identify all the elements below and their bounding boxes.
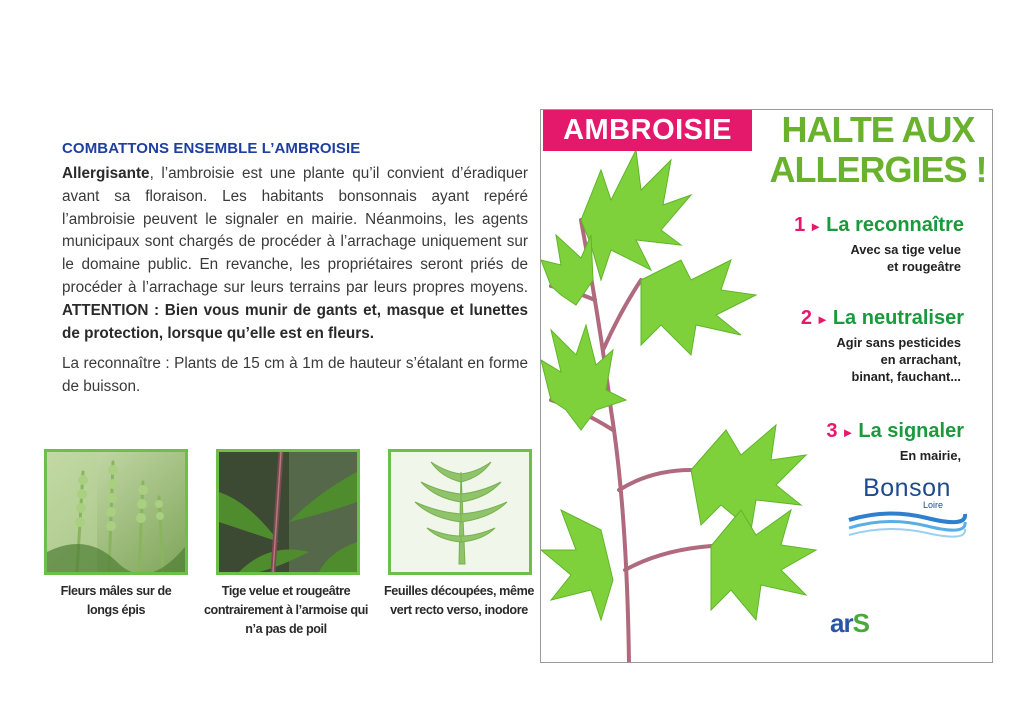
step-3-title: La signaler [858, 420, 964, 442]
ars-logo-s: S [852, 608, 869, 638]
ars-logo [830, 608, 890, 644]
step-1-number: 1 [794, 214, 806, 236]
bonson-logo-word: Bonson [863, 474, 951, 502]
step-2-desc-3: binant, fauchant... [851, 369, 961, 384]
bonson-logo-sub: Loire [923, 500, 944, 510]
step-2-desc-2: en arrachant, [880, 352, 961, 367]
recognize-text: La reconnaître : Plants de 15 cm à 1m de hauteur s’étalant en forme de buisson. [62, 355, 528, 396]
halte-line-2: ALLERGIES ! [769, 149, 987, 190]
arrow-right-icon: ► [809, 219, 823, 234]
wave-icon [847, 508, 967, 538]
hairy-red-stem-photo [216, 449, 360, 575]
step-2 [744, 306, 964, 385]
ambroisie-poster [540, 109, 993, 663]
male-flower-spikes-photo [44, 449, 188, 575]
ars-logo-a: ar [830, 608, 853, 638]
photo-caption-2: Tige velue et rougeâtre contrairement à l’armoise qui n’a pas de poil [203, 584, 369, 636]
step-3-desc-1: En mairie, [899, 448, 961, 463]
step-1 [744, 213, 964, 275]
ambroisie-badge: AMBROISIE [543, 110, 752, 151]
halte-line-1: HALTE AUX [781, 109, 975, 150]
step-1-desc-1: Avec sa tige velue [850, 242, 961, 257]
bonson-logo [847, 472, 967, 542]
step-2-desc-1: Agir sans pesticides [836, 335, 961, 350]
article-heading: COMBATTONS ENSEMBLE L’AMBROISIE [62, 140, 361, 157]
halte-title [765, 110, 991, 190]
arrow-right-icon: ► [815, 312, 829, 327]
step-2-number: 2 [800, 307, 812, 329]
photo-caption-3: Feuilles découpées, même vert recto verso, inodore [384, 584, 534, 617]
lead-word: Allergisante [62, 165, 150, 182]
cut-leaf-photo [388, 449, 532, 575]
step-1-desc-2: et rougeâtre [887, 259, 961, 274]
arrow-right-icon: ► [841, 425, 855, 440]
attention-text: ATTENTION : Bien vous munir de gants et, masque et lunettes de protection, lorsque qu’elle est en fleurs. [62, 301, 528, 342]
step-3 [744, 419, 964, 464]
step-1-title: La reconnaître [826, 214, 964, 236]
ambroisie-plant-illustration [541, 110, 993, 663]
step-2-title: La neutraliser [832, 307, 964, 329]
photo-caption-1: Fleurs mâles sur de longs épis [60, 584, 172, 617]
article [62, 140, 528, 399]
article-body [62, 163, 528, 345]
step-3-number: 3 [826, 420, 838, 442]
body-text: , l’ambroisie est une plante qu’il convient d’éradiquer avant sa floraison. Les habitants bonsonnais ayant repéré l’ambroisie peuvent le signaler en mairie. Néanmoins, les agents municipaux sont chargés de procéder à l’arrachage uniquement sur le domaine public. En revanche, les propriétaires seront priés de procéder à l’arrachage sur leurs terrains par leurs propres moyens. [62, 165, 528, 296]
